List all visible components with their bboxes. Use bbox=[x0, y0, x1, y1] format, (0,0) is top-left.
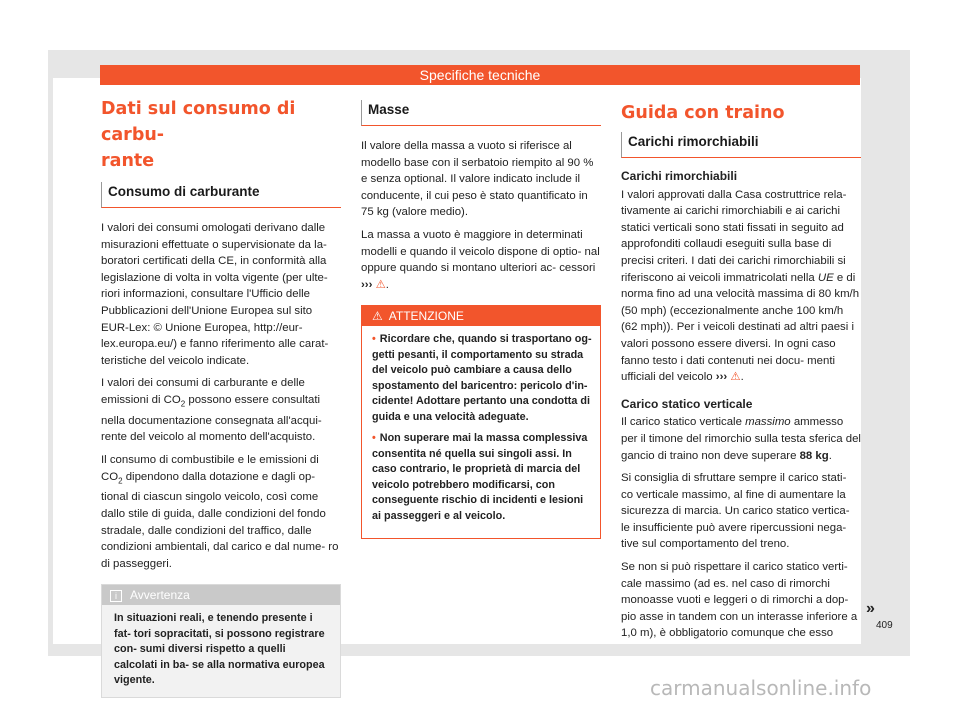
list-item: • Ricordare che, quando si trasportano og- getti pesanti, il comportamento su strada del veicolo può cambiare a causa dello spostamento del baricentro: pericolo d'in- cidente! Adottare pertanto una condotta di guida e una velocità adeguate. bbox=[372, 333, 592, 423]
column-fuel-consumption bbox=[101, 96, 341, 698]
section-title-towing: Guida con traino bbox=[621, 103, 785, 123]
info-icon: i bbox=[110, 590, 122, 602]
paragraph: Si consiglia di sfruttare sempre il carico stati- co verticale massimo, al fine di aumentare la sicurezza di marcia. Un carico statico vertica- le insufficiente può avere ripercussioni nega- tive sul comportamento del treno. bbox=[621, 472, 850, 551]
reference-arrows: ››› bbox=[361, 278, 373, 291]
bullet-icon: • bbox=[372, 333, 376, 346]
reference-arrows: ››› bbox=[715, 371, 728, 384]
subtitle-trailer-loads: Carichi rimorchiabili bbox=[621, 132, 861, 158]
paragraph: I valori dei consumi omologati derivano dalle misurazioni effettuate o supervisionate da la- boratori certificati della CE, in conformità alla legislazione di volta in volta vigente (per ulte- riori informazioni, consultare l'Ufficio delle Pubblicazioni dell'Unione Europea sul sito EUR-Lex: © Unione Europea, http://eur- lex.europa.eu/) e fanno riferimento alle carat- teristiche del veicolo indicate. bbox=[101, 222, 329, 367]
continued-arrow: » bbox=[866, 600, 875, 617]
paragraph: I valori approvati dalla Casa costruttrice rela- tivamente ai carichi rimorchiabili e ai carichi statici verticali sono stati fissati in seguito ad approfonditi collaudi eseguiti sulla base di precisi criteri. I dati dei carichi rimorchiabili si riferiscono ai veicoli immatricolati nella UE e di norma fino ad una velocità massima di 80 km/h (50 mph) (eccezionalmente anche 100 km/h (62 mph)). Per i veicoli destinati ad altri paesi i valori possono essere diversi. In ogni caso fanno testo i dati contenuti nei docu- menti ufficiali del veicolo ››› ⚠. bbox=[621, 188, 860, 384]
page-number: 409 bbox=[876, 620, 893, 631]
warning-triangle-icon: ⚠ bbox=[375, 278, 386, 291]
column-masses bbox=[361, 96, 601, 539]
heading-trailer-loads: Carichi rimorchiabili bbox=[621, 169, 738, 183]
warning-list bbox=[372, 332, 592, 524]
section-title-fuel-data: Dati sul consumo di carbu- rante bbox=[101, 99, 296, 171]
note-header: i Avvertenza bbox=[102, 585, 340, 605]
heading-static-vertical-load: Carico statico verticale bbox=[621, 396, 753, 411]
warning-box bbox=[361, 305, 601, 539]
paragraph: La massa a vuoto è maggiore in determinati modelli e quando il veicolo dispone di optio- nal oppure quando si montano ulteriori ac- cessori ››› ⚠. bbox=[361, 228, 600, 291]
bullet-icon: • bbox=[372, 432, 376, 445]
paragraph: Il valore della massa a vuoto si riferisce al modello base con il serbatoio riempito al 90 % e senza optional. Il valore indicato include il conducente, il cui peso è stato quantificato in 75 kg (valore medio). bbox=[361, 140, 594, 219]
subtitle-fuel-consumption: Consumo di carburante bbox=[101, 182, 341, 208]
paragraph: Il carico statico verticale massimo ammesso per il timone del rimorchio sulla testa sferica del gancio di traino non deve superare 88 kg. bbox=[621, 416, 861, 462]
list-item: • Non superare mai la massa complessiva consentita né quella sui singoli assi. In caso contrario, le proprietà di marcia del veicolo potrebbero modificarsi, con conseguente rischio di incidenti e lesioni ai passeggeri e al veicolo. bbox=[372, 432, 588, 522]
note-text: In situazioni reali, e tenendo presente i fat- tori sopracitati, si possono registrare con- sumi diversi rispetto a quelli calcolati in ba- se alla normativa europea vigente. bbox=[114, 612, 325, 687]
warning-triangle-icon: ⚠ bbox=[372, 309, 383, 324]
column-towing bbox=[621, 96, 861, 648]
watermark: carmanualsonline.info bbox=[650, 676, 872, 700]
note-box bbox=[101, 584, 341, 698]
paragraph: Il consumo di combustibile e le emissioni di $CO_2$ dipendono dalla dotazione e dagli op- tional di ciascun singolo veicolo, così come dallo stile di guida, dalle condizioni del fondo stradale, dalle condizioni del traffico, dalle condizioni ambientali, dal carico e dal nume- ro di passeggeri. bbox=[101, 454, 339, 570]
paragraph: I valori dei consumi di carburante e delle emissioni di $CO_2$ possono essere consultati nella documentazione consegnata all'acqui- rente del veicolo al momento dell'acquisto. bbox=[101, 377, 322, 444]
warning-triangle-icon: ⚠ bbox=[730, 371, 741, 384]
section-header: Specifiche tecniche bbox=[100, 65, 860, 85]
subtitle-masses: Masse bbox=[361, 100, 601, 126]
warning-header: ⚠ ATTENZIONE bbox=[362, 306, 600, 326]
paragraph: Se non si può rispettare il carico statico verti- cale massimo (ad es. nel caso di rimorchi monoasse vuoti e leggeri o di rimorchi a dop- pio asse in tandem con un interasse inferiore a 1,0 m), è obbligatorio comunque che esso bbox=[621, 561, 858, 640]
